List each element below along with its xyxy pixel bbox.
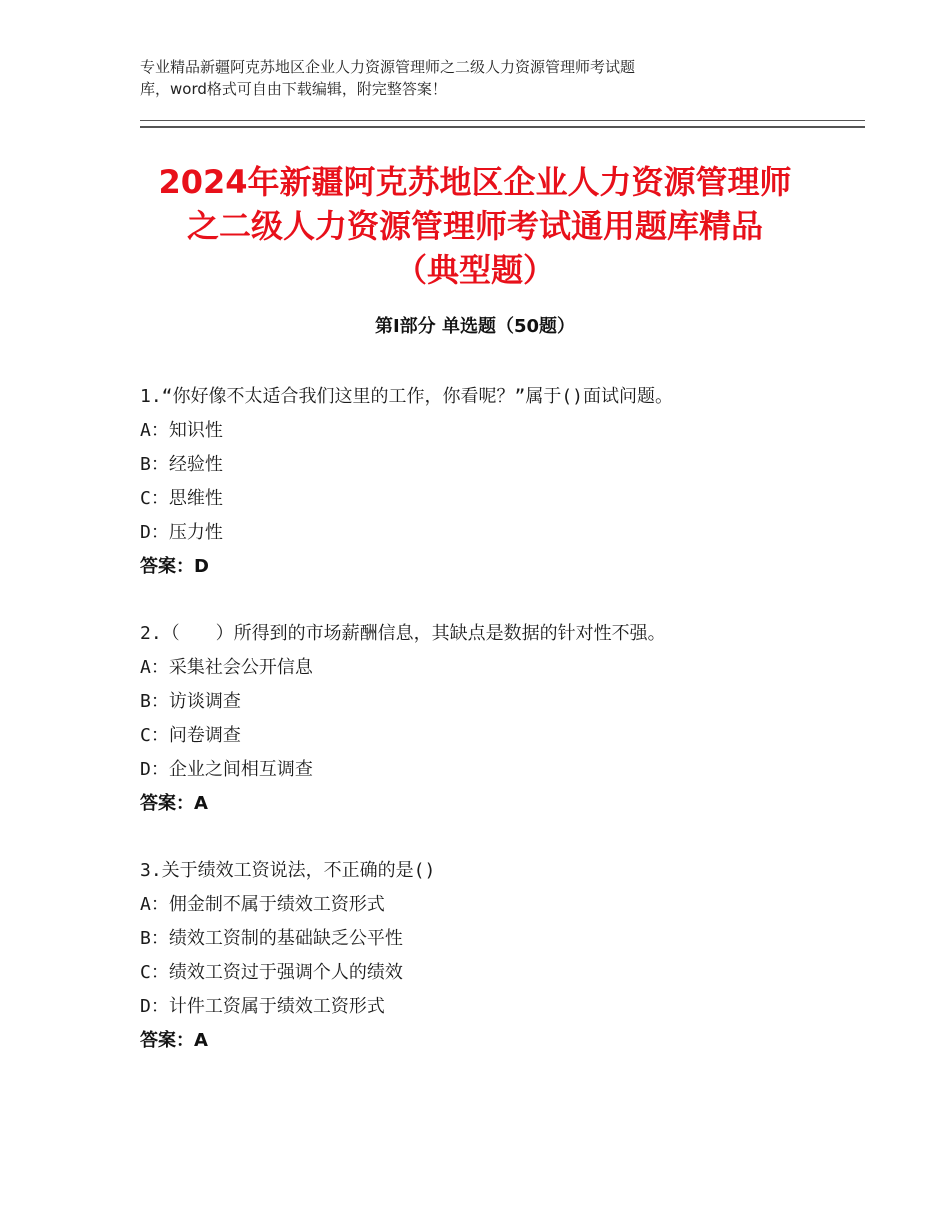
answer: 答案：A [140, 793, 208, 814]
title-line-2: 之二级人力资源管理师考试通用题库精品 [186, 207, 763, 245]
question-stem: 1.“你好像不太适合我们这里的工作，你看呢？”属于()面试问题。 [140, 386, 674, 407]
option-a: A：佣金制不属于绩效工资形式 [140, 894, 385, 915]
option-c: C：思维性 [140, 488, 223, 509]
option-a: A：采集社会公开信息 [140, 657, 313, 678]
header-divider [140, 120, 865, 128]
header-note [140, 56, 780, 100]
option-d: D：计件工资属于绩效工资形式 [140, 996, 385, 1017]
question-stem: 2.（ ）所得到的市场薪酬信息，其缺点是数据的针对性不强。 [140, 623, 666, 644]
option-c: C：绩效工资过于强调个人的绩效 [140, 962, 403, 983]
question-3 [140, 854, 840, 1058]
option-b: B：访谈调查 [140, 691, 241, 712]
question-2 [140, 617, 840, 821]
question-1 [140, 380, 840, 584]
title-line-3: （典型题） [394, 251, 555, 289]
header-note-line-2: 库，word格式可自由下载编辑，附完整答案！ [140, 80, 447, 98]
option-d: D：企业之间相互调查 [140, 759, 313, 780]
answer: 答案：A [140, 1030, 208, 1051]
answer: 答案：D [140, 556, 209, 577]
option-a: A：知识性 [140, 420, 223, 441]
title-line-1: 2024年新疆阿克苏地区企业人力资源管理师 [158, 163, 792, 201]
header-note-line-1: 专业精品新疆阿克苏地区企业人力资源管理师之二级人力资源管理师考试题 [140, 58, 636, 76]
option-b: B：经验性 [140, 454, 223, 475]
question-stem: 3.关于绩效工资说法，不正确的是() [140, 860, 436, 881]
question-list [140, 380, 840, 1091]
option-b: B：绩效工资制的基础缺乏公平性 [140, 928, 403, 949]
option-d: D：压力性 [140, 522, 223, 543]
option-c: C：问卷调查 [140, 725, 241, 746]
section-heading: 第Ⅰ部分 单选题（50题） [374, 316, 575, 337]
document-title [100, 160, 850, 292]
